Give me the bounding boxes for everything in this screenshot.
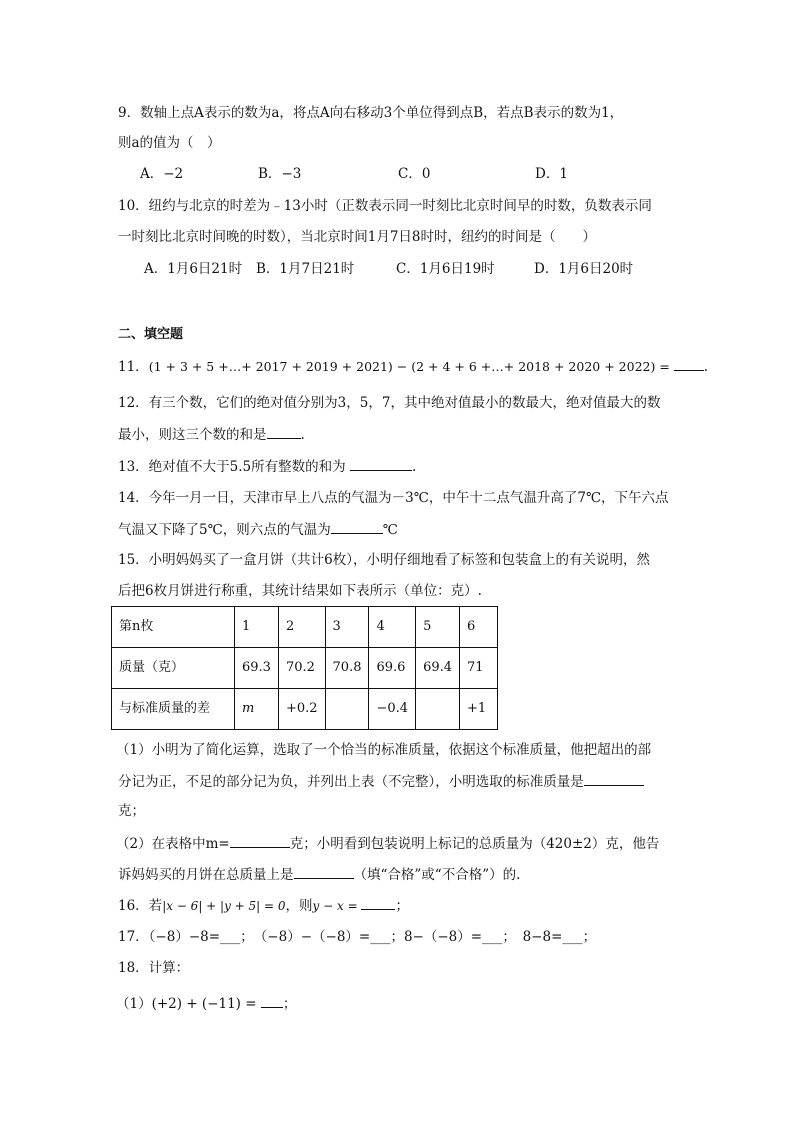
table-cell: 69.3 — [235, 648, 279, 689]
table-cell: m — [235, 689, 279, 730]
q15-line2: 后把6枚月饼进行称重，其统计结果如下表所示（单位：克）. — [118, 583, 482, 599]
table-cell: 1 — [235, 607, 279, 648]
q18-sub1-expression: (+2) + (−11) = — [151, 996, 261, 1012]
q16 — [118, 895, 409, 916]
table-cell: 5 — [416, 607, 460, 648]
q15-sub2-line1 — [116, 833, 659, 854]
q10-option-b: B．1月7日21时 — [256, 261, 355, 277]
q16-suffix: ； — [395, 898, 409, 914]
q15-sub2-text-a: （2）在表格中m= — [116, 836, 230, 852]
q10-option-d: D．1月6日20时 — [534, 261, 634, 277]
q9-option-a: A．−2 — [140, 166, 184, 182]
q14-text: 气温又下降了5℃，则六点的气温为 — [118, 522, 331, 538]
q9-option-b: B．−3 — [258, 166, 302, 182]
q10-option-a: A．1月6日21时 — [144, 261, 243, 277]
table-cell: 第n枚 — [112, 607, 235, 648]
q15-sub2-text-d: （填“合格”或“不合格”）的. — [353, 867, 521, 883]
q15-sub2-text-c: 诉妈妈买的月饼在总质量上是 — [118, 867, 294, 883]
q10-line1: 10．纽约与北京的时差为﹣13小时（正数表示同一时刻比北京时间早的时数，负数表示同 — [118, 198, 652, 214]
q12-suffix: . — [300, 427, 305, 443]
q13-answer-blank[interactable] — [350, 456, 412, 471]
q10-option-c: C．1月6日19时 — [396, 261, 495, 277]
q17: 17．（−8）−8=___； （−8）−（−8）=___；8−（−8）=___； 8−8=___； — [118, 929, 597, 945]
table-row — [112, 648, 498, 689]
table-cell — [416, 689, 460, 730]
table-row — [112, 607, 498, 648]
table-cell: 69.4 — [416, 648, 460, 689]
q16-prefix: 16．若 — [118, 898, 163, 914]
q18-title: 18．计算： — [118, 960, 190, 976]
q12-text: 最小，则这三个数的和是 — [118, 427, 267, 443]
q18-sub1 — [116, 993, 296, 1014]
q12-line1: 12．有三个数，它们的绝对值分别为3，5，7，其中绝对值最小的数最大，绝对值最大的数 — [118, 395, 661, 411]
table-cell — [325, 689, 369, 730]
q10-line2: 一时刻比北京时间晚的时数），当北京时间1月7日8时时，纽约的时间是（ ） — [118, 229, 597, 245]
table-cell: +0.2 — [278, 689, 325, 730]
q11-expression: (1 + 3 + 5 +…+ 2017 + 2019 + 2021) − (2 + 4 + 6 +…+ 2018 + 2020 + 2022) = — [148, 359, 674, 374]
q13-suffix: . — [411, 459, 417, 475]
q15-sub1-line1: （1）小明为了简化运算，选取了一个恰当的标准质量，依据这个标准质量，他把超出的部 — [116, 742, 652, 758]
q18-sub1-answer-blank[interactable] — [261, 993, 283, 1008]
q15-m-blank[interactable] — [230, 833, 290, 848]
table-cell: 69.6 — [369, 648, 416, 689]
table-cell: 4 — [369, 607, 416, 648]
q15-standard-mass-blank[interactable] — [584, 771, 644, 786]
q18-sub1-suffix: ； — [282, 996, 297, 1012]
q12-answer-blank[interactable] — [267, 424, 301, 439]
table-cell: 6 — [460, 607, 498, 648]
table-cell: 2 — [278, 607, 325, 648]
q15-line1: 15．小明妈妈买了一盒月饼（共计6枚），小明仔细地看了标签和包装盒上的有关说明，然 — [118, 552, 651, 568]
q14-suffix: ℃ — [382, 522, 398, 538]
mooncake-weight-table — [111, 606, 498, 730]
q14-answer-blank[interactable] — [331, 519, 383, 534]
table-cell: 70.8 — [325, 648, 369, 689]
q15-sub1-line3: 克； — [118, 803, 145, 819]
q15-sub2-line2 — [118, 864, 520, 885]
table-cell: 与标准质量的差 — [112, 689, 235, 730]
table-cell: −0.4 — [369, 689, 416, 730]
q15-sub1-line2 — [118, 771, 644, 792]
q18-sub1-prefix: （1） — [116, 996, 152, 1012]
q11-answer-blank[interactable] — [674, 356, 704, 371]
q11 — [118, 356, 708, 377]
q11-prefix: 11． — [118, 359, 149, 375]
q16-expression: |x − 6| + |y + 5| = 0 — [162, 899, 286, 913]
q16-answer-blank[interactable] — [361, 895, 395, 910]
q14-line1: 14．今年一月一日，天津市早上八点的气温为－3℃，中午十二点气温升高了7℃，下午六点 — [118, 490, 669, 506]
q14-line2 — [118, 519, 398, 540]
q16-expression-2: y − x = — [312, 899, 362, 913]
q9-line2: 则a的值为（ ） — [118, 135, 221, 151]
section-title: 二、填空题 — [118, 327, 184, 342]
q15-qualified-blank[interactable] — [294, 864, 354, 879]
q13 — [118, 456, 416, 477]
q11-suffix: . — [703, 359, 709, 375]
q15-sub1-text: 分记为正，不足的部分记为负，并列出上表（不完整），小明选取的标准质量是 — [118, 774, 584, 790]
q15-sub2-text-b: 克；小明看到包装说明上标记的总质量为（420±2）克，他告 — [289, 836, 660, 852]
table-row — [112, 689, 498, 730]
q9-option-d: D．1 — [535, 166, 568, 182]
q9-line1: 9．数轴上点A表示的数为a，将点A向右移动3个单位得到点B，若点B表示的数为1， — [118, 105, 624, 121]
table-cell: 70.2 — [278, 648, 325, 689]
table-cell: 71 — [460, 648, 498, 689]
table-cell: 质量（克） — [112, 648, 235, 689]
q16-mid: ，则 — [285, 898, 313, 914]
q9-option-c: C．0 — [398, 166, 431, 182]
q13-text: 13．绝对值不大于5.5所有整数的和为 — [118, 459, 350, 475]
q12-line2 — [118, 424, 305, 445]
table-cell: 3 — [325, 607, 369, 648]
table-cell: +1 — [460, 689, 498, 730]
